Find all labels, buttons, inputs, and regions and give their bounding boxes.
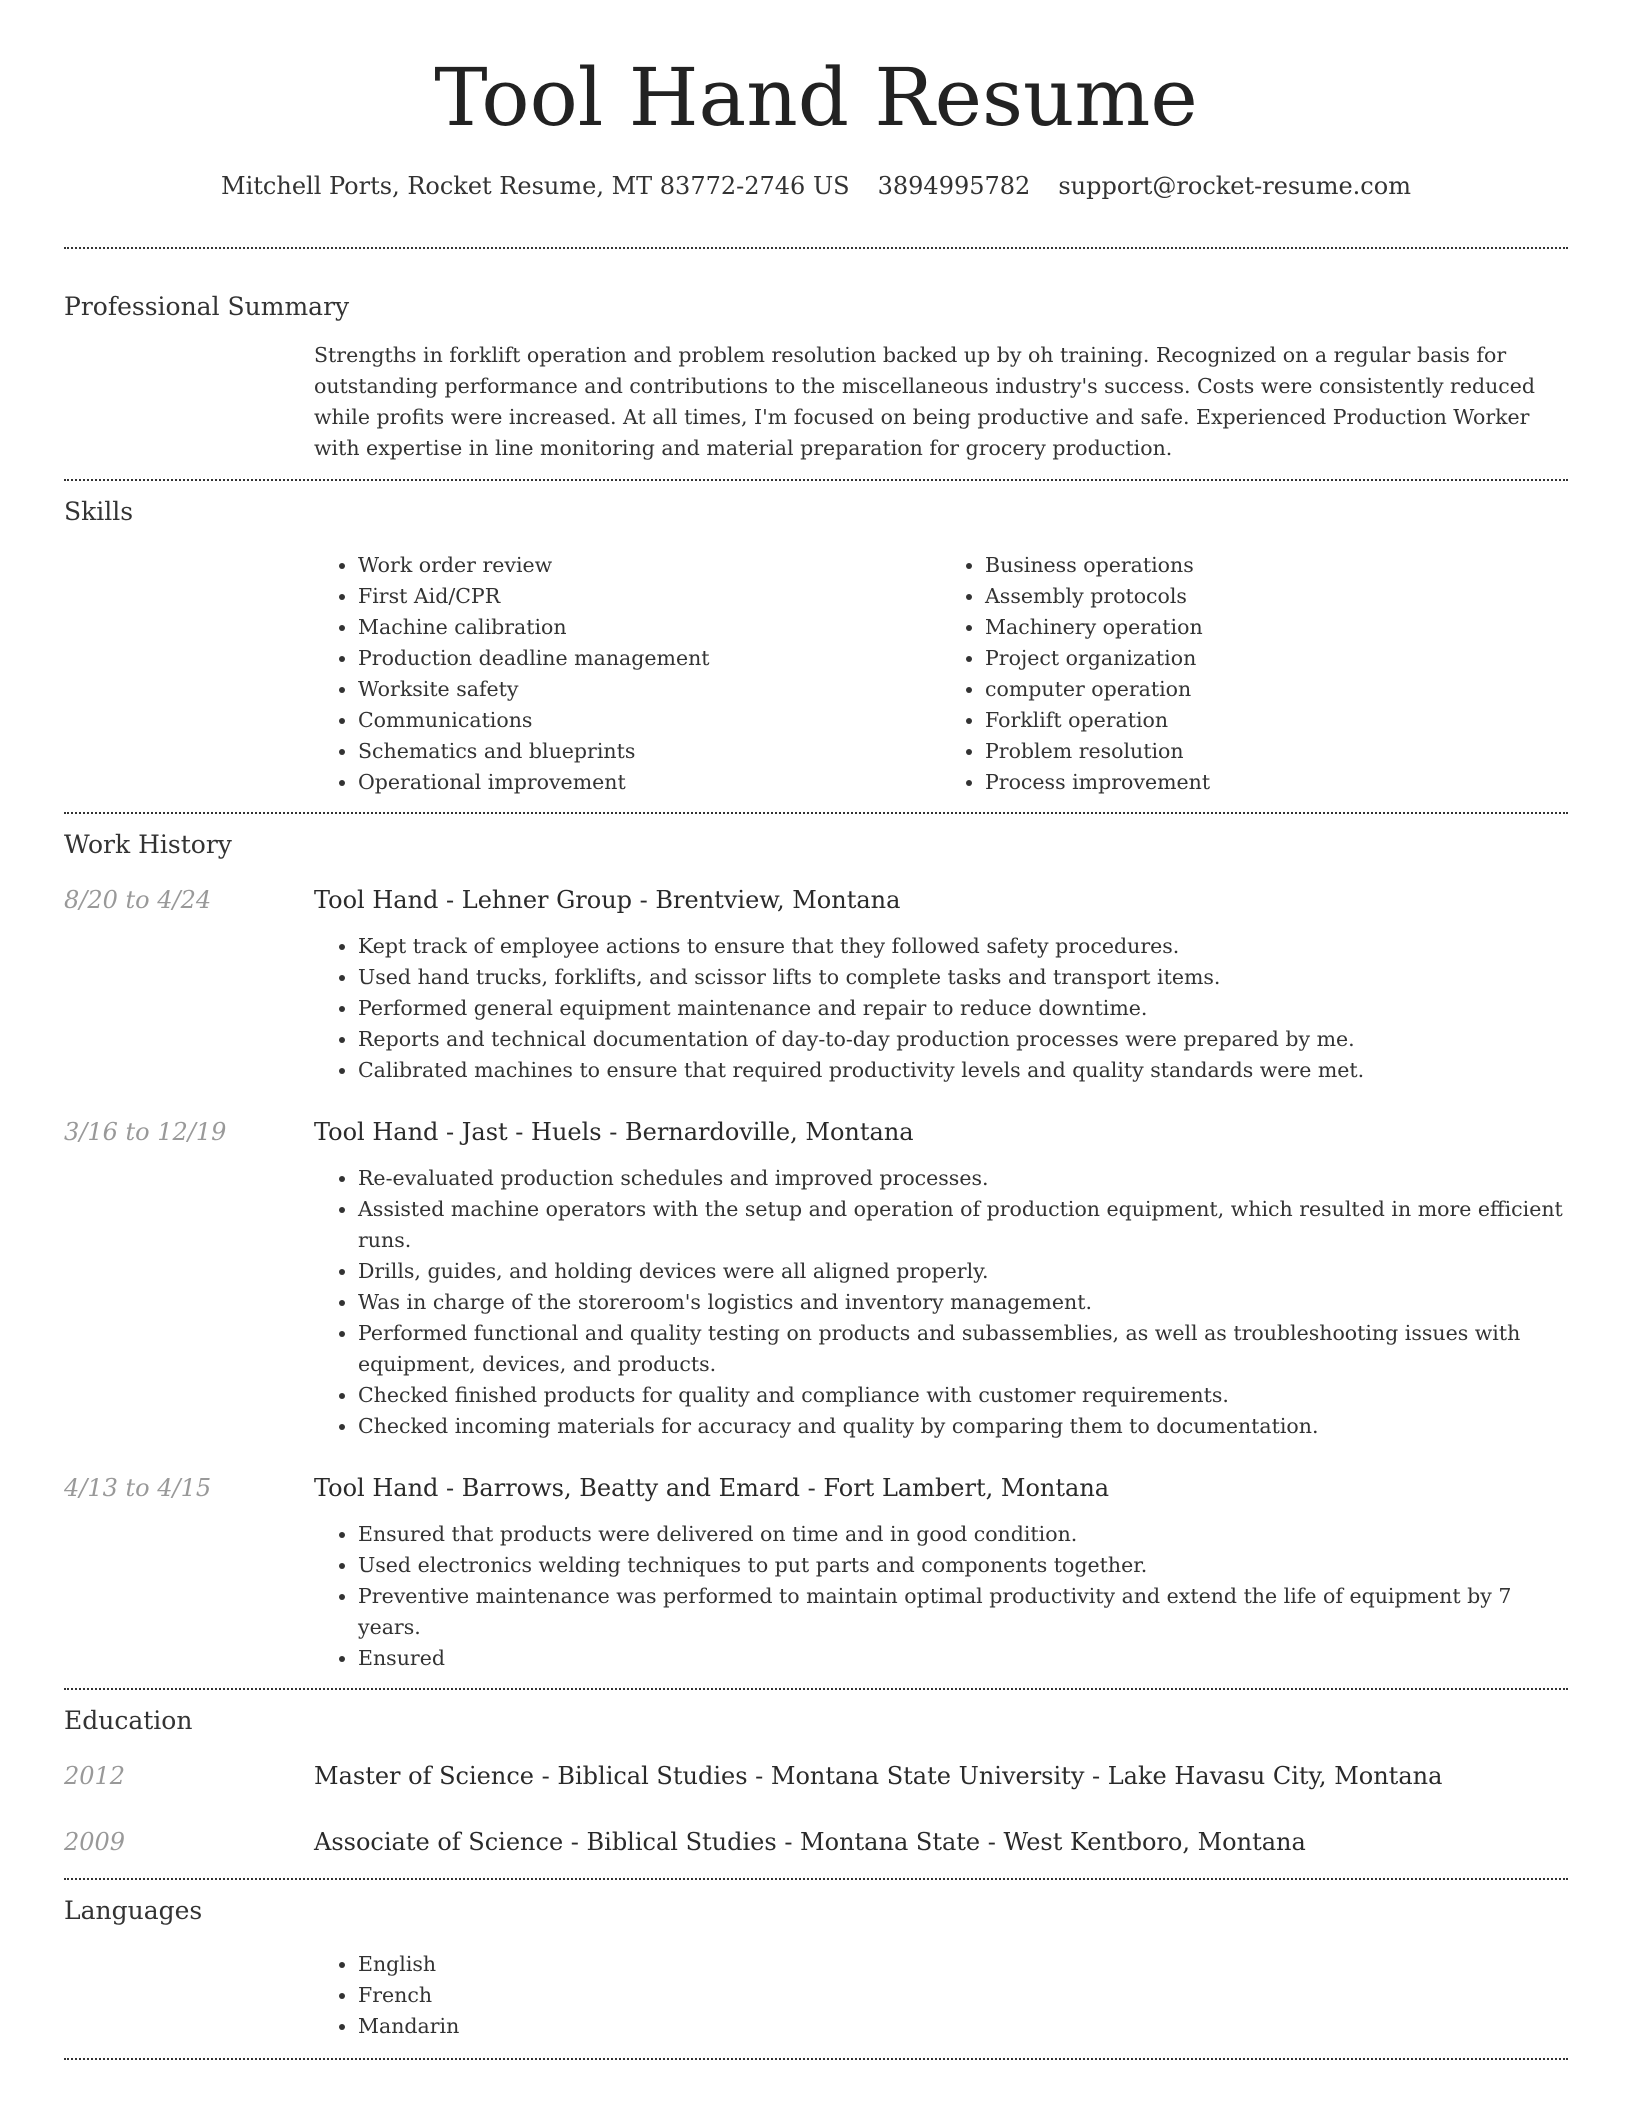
skill-item: • Forklift operation (985, 705, 1568, 736)
job-bullets (314, 1519, 1568, 1674)
education-title: Master of Science - Biblical Studies - Montana State University - Lake Havasu City, Montana (314, 1762, 1443, 1790)
skill-item: • Schematics and blueprints (358, 736, 941, 767)
job-bullet: • Performed functional and quality testing on products and subassemblies, as well as troubleshooting issues with equipment, devices, and products. (358, 1318, 1568, 1380)
divider (64, 1688, 1568, 1690)
education-heading: Education (64, 1706, 193, 1735)
summary-heading: Professional Summary (64, 292, 350, 321)
skill-item: • Machinery operation (985, 612, 1568, 643)
summary-section (64, 292, 1568, 464)
job-bullet: • Performed general equipment maintenance and repair to reduce downtime. (358, 993, 1568, 1024)
education-year: 2012 (64, 1762, 126, 1790)
skill-item: • Production deadline management (358, 643, 941, 674)
language-item: • French (358, 1980, 1568, 2011)
job-dates: 4/13 to 4/15 (64, 1474, 212, 1502)
skill-item: • Business operations (985, 550, 1568, 581)
job-bullet: • Kept track of employee actions to ensure that they followed safety procedures. (358, 931, 1568, 962)
skill-item: • Project organization (985, 643, 1568, 674)
job-bullet: • Used hand trucks, forklifts, and scissor lifts to complete tasks and transport items. (358, 962, 1568, 993)
skills-column-left (314, 550, 941, 798)
languages-heading: Languages (64, 1896, 203, 1925)
divider (64, 812, 1568, 814)
language-item: • Mandarin (358, 2011, 1568, 2042)
job-bullet: • Checked finished products for quality and compliance with customer requirements. (358, 1380, 1568, 1411)
skills-section (64, 497, 1568, 798)
education-year: 2009 (64, 1828, 126, 1856)
divider (64, 1878, 1568, 1880)
job-bullet: • Calibrated machines to ensure that required productivity levels and quality standards were met. (358, 1055, 1568, 1086)
languages-list (314, 1949, 1568, 2042)
skill-item: • computer operation (985, 674, 1568, 705)
education-entry (64, 1762, 1568, 1790)
skill-item: • Operational improvement (358, 767, 941, 798)
skills-heading: Skills (64, 497, 134, 526)
job-bullets (314, 931, 1568, 1086)
job-entry (64, 1118, 1568, 1442)
job-entry (64, 1474, 1568, 1674)
job-title: Tool Hand - Barrows, Beatty and Emard - Fort Lambert, Montana (314, 1474, 1110, 1502)
contact-email: support@rocket-resume.com (1058, 172, 1411, 200)
skill-item: • Process improvement (985, 767, 1568, 798)
education-title: Associate of Science - Biblical Studies - Montana State - West Kentboro, Montana (314, 1828, 1306, 1856)
skill-item: • Communications (358, 705, 941, 736)
job-title: Tool Hand - Lehner Group - Brentview, Montana (314, 886, 901, 914)
job-bullet: • Re-evaluated production schedules and improved processes. (358, 1163, 1568, 1194)
resume-title: Tool Hand Resume (434, 51, 1198, 144)
contact-line (64, 172, 1568, 202)
job-entry (64, 886, 1568, 1086)
job-bullet: • Ensured (358, 1643, 1568, 1674)
job-bullet: • Drills, guides, and holding devices were all aligned properly. (358, 1256, 1568, 1287)
job-bullet: • Used electronics welding techniques to put parts and components together. (358, 1550, 1568, 1581)
job-bullet: • Ensured that products were delivered on time and in good condition. (358, 1519, 1568, 1550)
work-history-heading: Work History (64, 830, 232, 859)
job-dates: 3/16 to 12/19 (64, 1118, 227, 1146)
skill-item: • Machine calibration (358, 612, 941, 643)
job-bullet: • Assisted machine operators with the setup and operation of production equipment, which resulted in more efficient runs. (358, 1194, 1568, 1256)
divider (64, 479, 1568, 481)
languages-section (64, 1896, 1568, 2042)
skills-list (314, 550, 1568, 798)
education-entry (64, 1828, 1568, 1856)
work-history-section (64, 830, 1568, 1674)
job-bullets (314, 1163, 1568, 1442)
skill-item: • Worksite safety (358, 674, 941, 705)
skill-item: • First Aid/CPR (358, 581, 941, 612)
job-title: Tool Hand - Jast - Huels - Bernardoville, Montana (314, 1118, 914, 1146)
job-bullet: • Reports and technical documentation of day-to-day production processes were prepared by me. (358, 1024, 1568, 1055)
job-dates: 8/20 to 4/24 (64, 886, 212, 914)
divider (64, 2058, 1568, 2060)
divider (64, 247, 1568, 249)
skill-item: • Problem resolution (985, 736, 1568, 767)
job-bullet: • Checked incoming materials for accuracy and quality by comparing them to documentation. (358, 1411, 1568, 1442)
summary-text: Strengths in forklift operation and problem resolution backed up by oh training. Recognized on a regular basis for outstanding performance and contributions to the miscellaneous industry's success. Costs were consistently reduced while profits were increased. At all times, I'm focused on being productive and safe. Experienced Production Worker with expertise in line monitoring and material preparation for grocery production. (314, 343, 1536, 460)
skill-item: • Work order review (358, 550, 941, 581)
job-bullet: • Preventive maintenance was performed to maintain optimal productivity and extend the life of equipment by 7 years. (358, 1581, 1568, 1643)
job-bullet: • Was in charge of the storeroom's logistics and inventory management. (358, 1287, 1568, 1318)
education-section (64, 1706, 1568, 1856)
skill-item: • Assembly protocols (985, 581, 1568, 612)
contact-phone: 3894995782 (877, 172, 1031, 200)
language-item: • English (358, 1949, 1568, 1980)
skills-column-right (941, 550, 1568, 798)
contact-address: Mitchell Ports, Rocket Resume, MT 83772-2746 US (221, 172, 850, 200)
